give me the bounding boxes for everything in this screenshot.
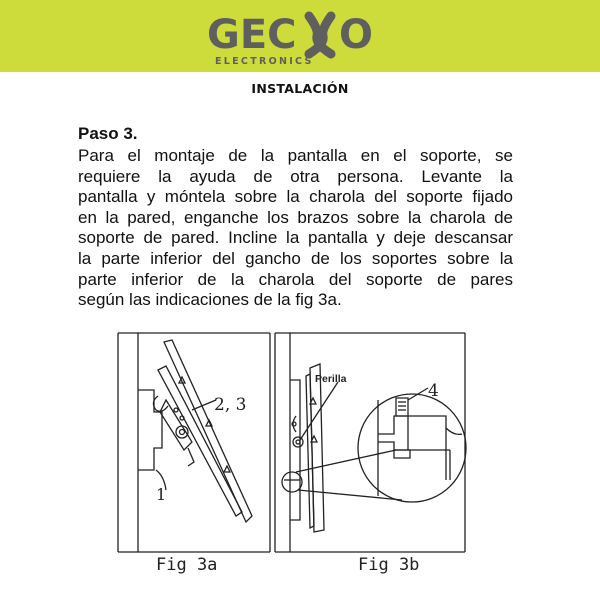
- instruction-line: pantalla y móntela sobre la charola del soporte fijado: [78, 187, 513, 207]
- instruction-line: según las indicaciones de la fig 3a.: [78, 290, 342, 310]
- section-title: INSTALACIÓN: [251, 81, 349, 96]
- figure-3b: [275, 333, 466, 552]
- step-instructions: [78, 146, 513, 311]
- fig-3b-label-4: 4: [428, 381, 439, 401]
- fig-3b-caption: Fig 3b: [358, 555, 420, 575]
- fig-3b-label-perilla: Perilla: [315, 373, 347, 385]
- instruction-line: parte inferior de la charola del soporte de pares: [78, 269, 513, 289]
- instruction-line: la parte inferior del gancho de los soportes sobre la: [78, 248, 513, 268]
- instruction-line: en la pared, enganche los brazos sobre la charola de: [78, 207, 513, 227]
- fig-3a-label-1: 1: [156, 485, 167, 504]
- gecko-logo: [205, 6, 395, 68]
- logo-text-right: O: [339, 12, 374, 58]
- figure-3a: [118, 333, 270, 552]
- instruction-line: requiere la ayuda de otra persona. Levante la: [78, 166, 513, 186]
- header-banner: [0, 0, 600, 72]
- installation-figures: [110, 330, 475, 600]
- instruction-line: soporte de pared. Incline la pantalla y deje descansar: [78, 228, 513, 248]
- step-title: Paso 3.: [78, 124, 138, 143]
- logo-text-left: GEC: [207, 12, 297, 58]
- logo-x-icon: [309, 16, 331, 54]
- instruction-line: Para el montaje de la pantalla en el soporte, se: [78, 146, 513, 165]
- fig-3a-label-2-3: 2, 3: [214, 395, 247, 415]
- logo-subtitle: ELECTRONICS: [215, 56, 314, 67]
- fig-3a-caption: Fig 3a: [156, 555, 218, 575]
